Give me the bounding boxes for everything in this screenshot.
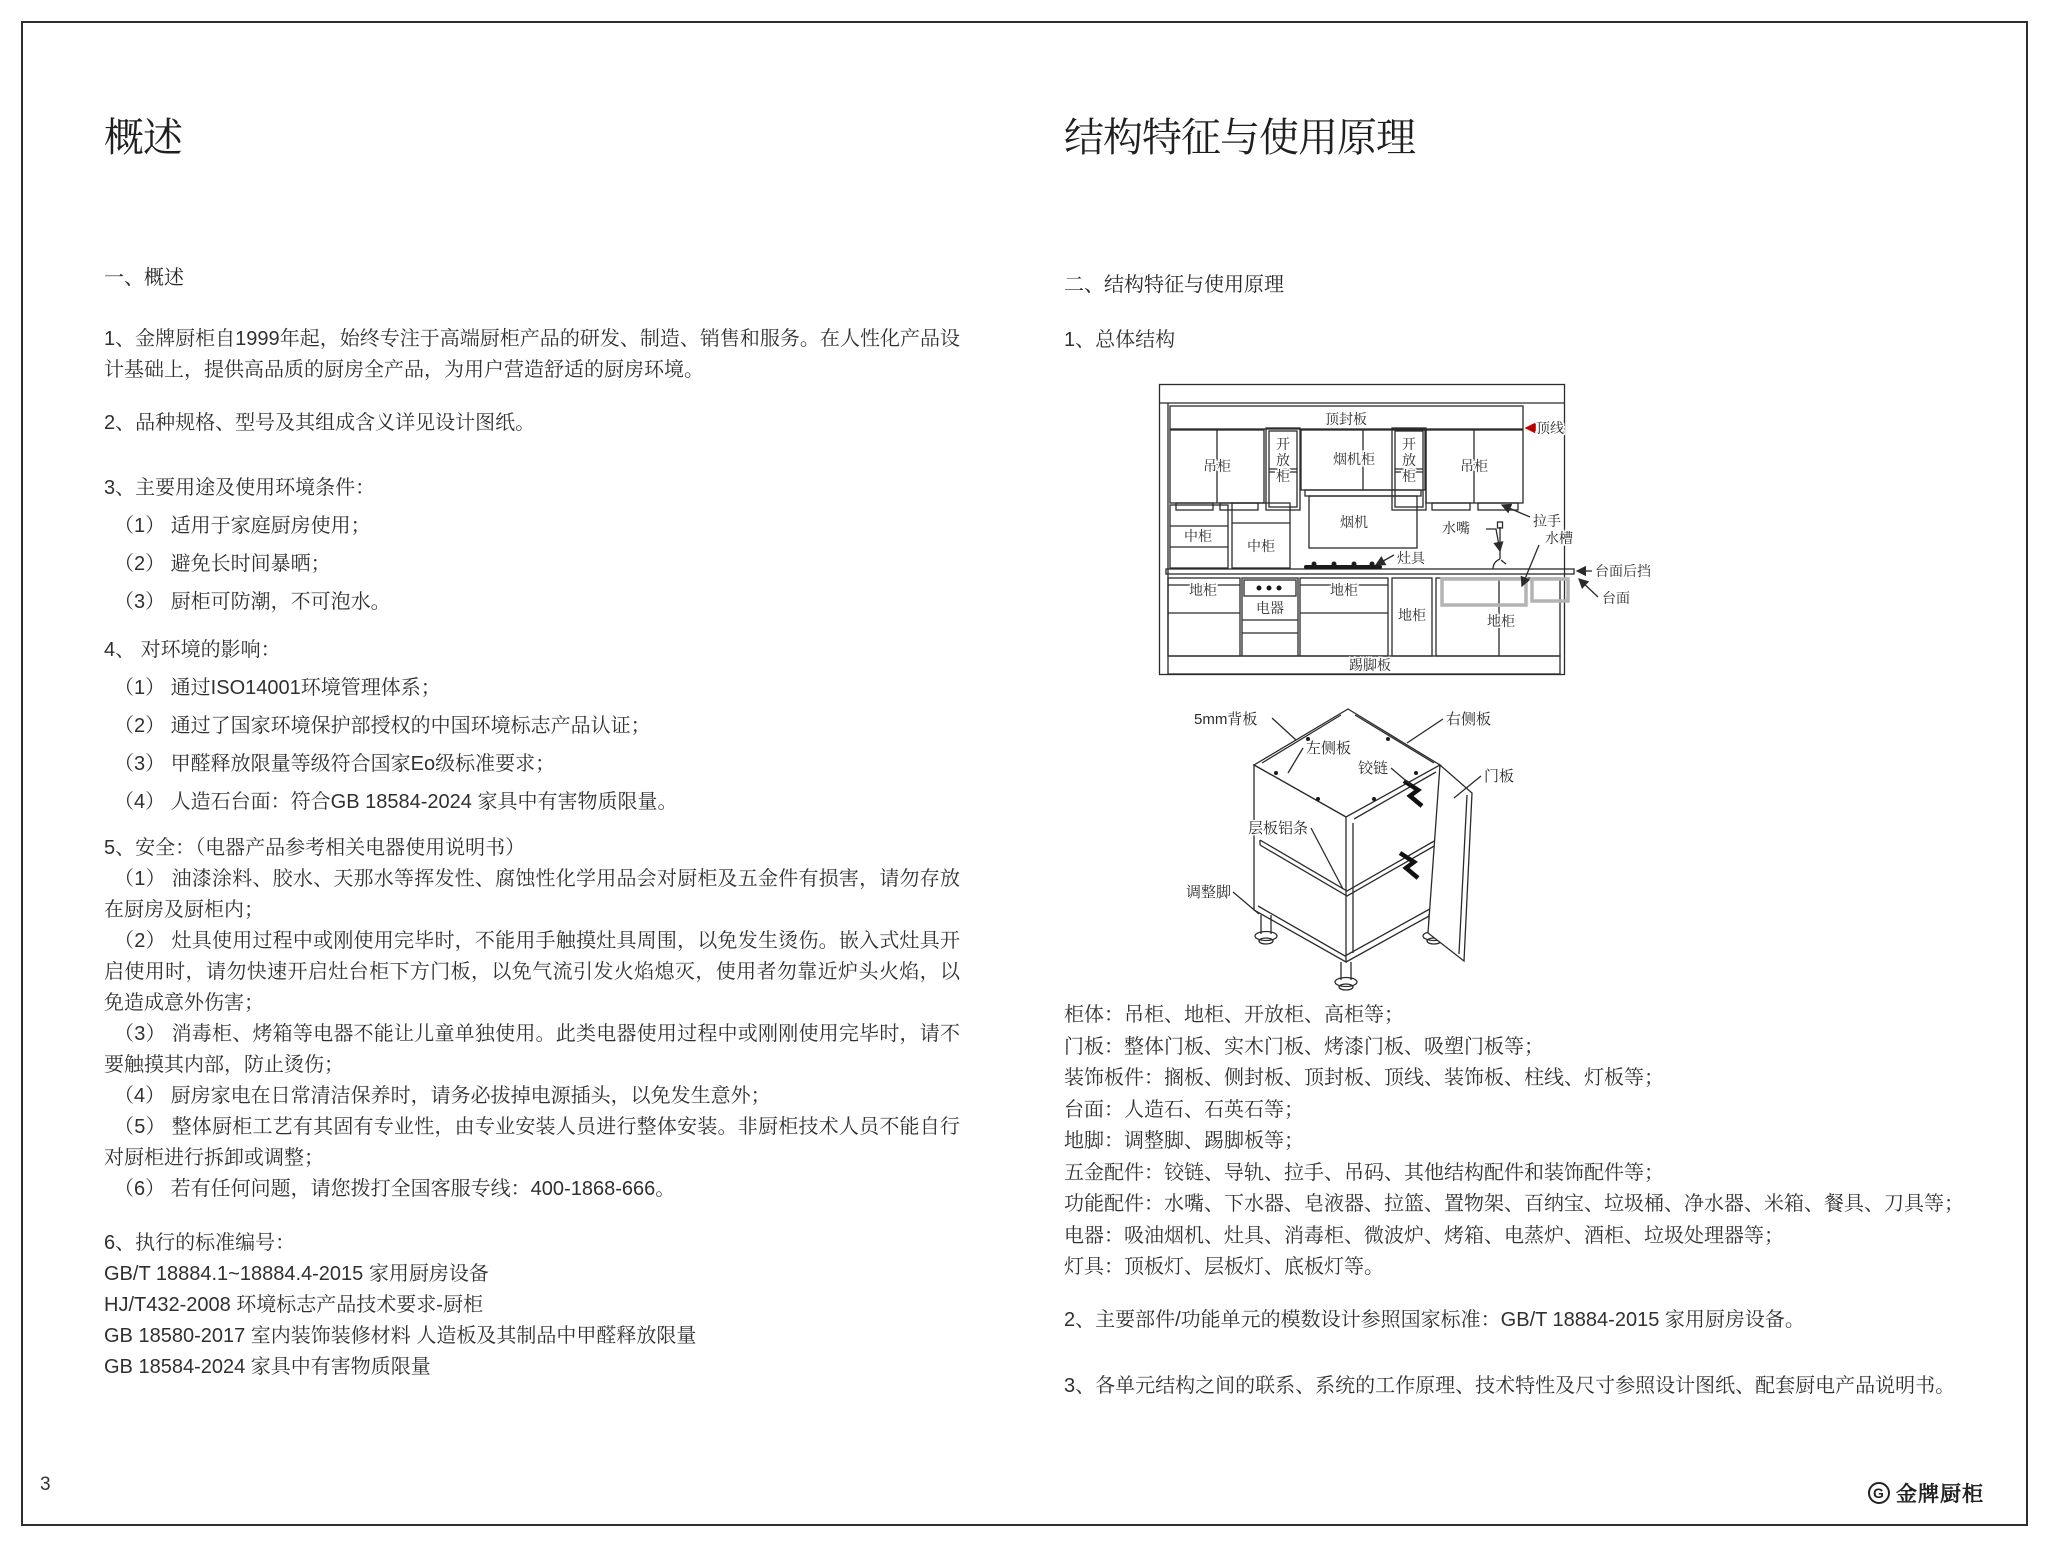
label-base-cabinet: 地柜 [1189, 582, 1217, 598]
list-item: （5） 整体厨柜工艺有其固有专业性，由专业安装人员进行整体安装。非厨柜技术人员不能自行对厨柜进行拆卸或调整； [104, 1116, 960, 1169]
component-line: 灯具：顶板灯、层板灯、底板灯等。 [1064, 1256, 1384, 1278]
door-panel-shape [1428, 765, 1472, 961]
label-handle: 拉手 [1533, 513, 1561, 529]
brand-logo [1868, 1478, 1984, 1508]
component-line: 电器：吸油烟机、灶具、消毒柜、微波炉、烤箱、电蒸炉、酒柜、垃圾处理器等； [1064, 1224, 1784, 1247]
paragraph-specs: 2、品种规格、型号及其组成含义详见设计图纸。 [104, 412, 536, 434]
section-heading-2: 二、结构特征与使用原理 [1064, 274, 1284, 296]
label-open-cabinet: 开 [1402, 436, 1416, 452]
label-left-panel: 左侧板 [1306, 740, 1352, 757]
left-page-column [104, 96, 960, 1383]
list-item: （1） 通过ISO14001环境管理体系； [114, 677, 441, 699]
section-heading-1: 一、概述 [104, 267, 184, 289]
label-hinge: 铰链 [1358, 760, 1389, 777]
label-adjustable-foot: 调整脚 [1186, 884, 1232, 901]
component-line: 地脚：调整脚、踢脚板等； [1064, 1130, 1304, 1152]
label-appliance: 电器 [1256, 600, 1284, 616]
paragraph-unit-relations: 3、各单元结构之间的联系、系统的工作原理、技术特性及尺寸参照设计图纸、配套厨电产品说明书。 [1064, 1374, 1956, 1397]
list-item: （1） 油漆涂料、胶水、天那水等挥发性、腐蚀性化学用品会对厨柜及五金件有损害，请勿存放在厨房及厨柜内； [104, 868, 960, 921]
appliance-knobs-icon [1257, 586, 1282, 591]
label-sink: 水槽 [1545, 530, 1573, 546]
page-title-overview: 概述 [104, 116, 182, 160]
list-item: （1） 适用于家庭厨房使用； [114, 515, 371, 537]
label-open-cabinet: 柜 [1276, 468, 1290, 484]
list-item: （6） 若有任何问题，请您拨打全国客服专线：400-1868-666。 [114, 1178, 676, 1200]
component-line: 门板：整体门板、实木门板、烤漆门板、吸塑门板等； [1064, 1035, 1544, 1058]
standard-line: HJ/T432-2008 环境标志产品技术要求-厨柜 [104, 1294, 483, 1316]
paragraph-module-standard: 2、主要部件/功能单元的模数设计参照国家标准：GB/T 18884-2015 家用厨房设备。 [1064, 1308, 1805, 1331]
label-shelf-strip: 层板铝条 [1248, 820, 1309, 837]
list-item: （3） 甲醛释放限量等级符合国家Eo级标准要求； [114, 753, 556, 775]
right-page-column [1064, 96, 1984, 1402]
label-countertop: 台面 [1602, 590, 1630, 606]
label-wall-cabinet: 吊柜 [1203, 458, 1231, 474]
section-5-heading: 5、安全：（电器产品参考相关电器使用说明书） [104, 837, 526, 859]
page-title-structure: 结构特征与使用原理 [1064, 116, 1415, 160]
label-base-cabinet: 地柜 [1487, 613, 1515, 629]
standard-line: GB/T 18884.1~18884.4-2015 家用厨房设备 [104, 1263, 489, 1285]
label-backsplash: 台面后挡 [1595, 563, 1651, 579]
list-item: （3） 消毒柜、烤箱等电器不能让儿童单独使用。此类电器使用过程中或刚刚使用完毕时，请不要触摸其内部，防止烫伤； [104, 1023, 960, 1076]
label-base-cabinet: 地柜 [1398, 607, 1426, 623]
component-list [1064, 1000, 1984, 1284]
section-3-heading: 3、主要用途及使用环境条件： [104, 477, 376, 499]
component-line: 柜体：吊柜、地柜、开放柜、高柜等； [1064, 1004, 1404, 1026]
component-line: 功能配件：水嘴、下水器、皂液器、拉篮、置物架、百纳宝、垃圾桶、净水器、米箱、餐具、刀具等； [1064, 1193, 1964, 1215]
label-cooktop: 灶具 [1397, 550, 1425, 566]
paragraph-company: 1、金牌厨柜自1999年起，始终专注于高端厨柜产品的研发、制造、销售和服务。在人性化产品设计基础上，提供高品质的厨房全产品，为用户营造舒适的厨房环境。 [104, 328, 960, 381]
label-hood: 烟机 [1340, 514, 1368, 530]
cooktop-icon [1304, 562, 1382, 570]
label-hood-cabinet: 烟机柜 [1333, 451, 1375, 467]
standard-line: GB 18584-2024 家具中有害物质限量 [104, 1356, 431, 1378]
label-mid-cabinet: 中柜 [1184, 528, 1212, 544]
label-open-cabinet: 放 [1276, 452, 1290, 468]
label-faucet: 水嘴 [1442, 520, 1470, 536]
brand-g-icon: G [1868, 1482, 1890, 1504]
section-6-heading: 6、执行的标准编号： [104, 1232, 296, 1254]
kitchen-elevation-diagram [1158, 383, 1678, 683]
component-line: 五金配件：铰链、导轨、拉手、吊码、其他结构配件和装饰配件等； [1064, 1161, 1664, 1184]
list-item: （2） 避免长时间暴晒； [114, 553, 331, 575]
label-door-panel: 门板 [1484, 768, 1515, 785]
brand-name: 金牌厨柜 [1896, 1483, 1984, 1506]
label-kickboard: 踢脚板 [1349, 657, 1391, 673]
label-right-panel: 右侧板 [1446, 711, 1492, 728]
label-wall-cabinet: 吊柜 [1460, 458, 1488, 474]
page-number: 3 [40, 1474, 51, 1495]
list-item: （2） 灶具使用过程中或刚使用完毕时，不能用手触摸灶具周围，以免发生烫伤。嵌入式灶具开启使用时，请勿快速开启灶台柜下方门板，以免气流引发火焰熄灭，使用者勿靠近炉头火焰，以免造成意外伤害； [104, 930, 960, 1014]
base-cabinet-isometric-diagram [1148, 693, 1608, 993]
label-top-seal-board: 顶封板 [1325, 411, 1367, 427]
label-open-cabinet: 放 [1402, 452, 1416, 468]
component-line: 装饰板件：搁板、侧封板、顶封板、顶线、装饰板、柱线、灯板等； [1064, 1067, 1664, 1089]
list-item: （4） 厨房家电在日常清洁保养时，请务必拔掉电源插头，以免发生意外； [114, 1085, 771, 1107]
list-item: （3） 厨柜可防潮，不可泡水。 [114, 591, 391, 613]
subsection-overall-structure: 1、总体结构 [1064, 329, 1176, 351]
label-open-cabinet: 柜 [1402, 468, 1416, 484]
label-back-panel: 5mm背板 [1194, 711, 1258, 728]
standard-line: GB 18580-2017 室内装饰装修材料 人造板及其制品中甲醛释放限量 [104, 1325, 697, 1347]
section-4-heading: 4、 对环境的影响： [104, 639, 281, 661]
list-item: （2） 通过了国家环境保护部授权的中国环境标志产品认证； [114, 715, 651, 737]
label-mid-cabinet: 中柜 [1247, 538, 1275, 554]
sink-shape [1442, 579, 1568, 605]
list-item: （4） 人造石台面：符合GB 18584-2024 家具中有害物质限量。 [114, 791, 678, 813]
label-crown-line: 顶线 [1536, 420, 1564, 436]
label-open-cabinet: 开 [1276, 436, 1290, 452]
label-base-cabinet: 地柜 [1330, 582, 1358, 598]
component-line: 台面：人造石、石英石等； [1064, 1098, 1304, 1121]
